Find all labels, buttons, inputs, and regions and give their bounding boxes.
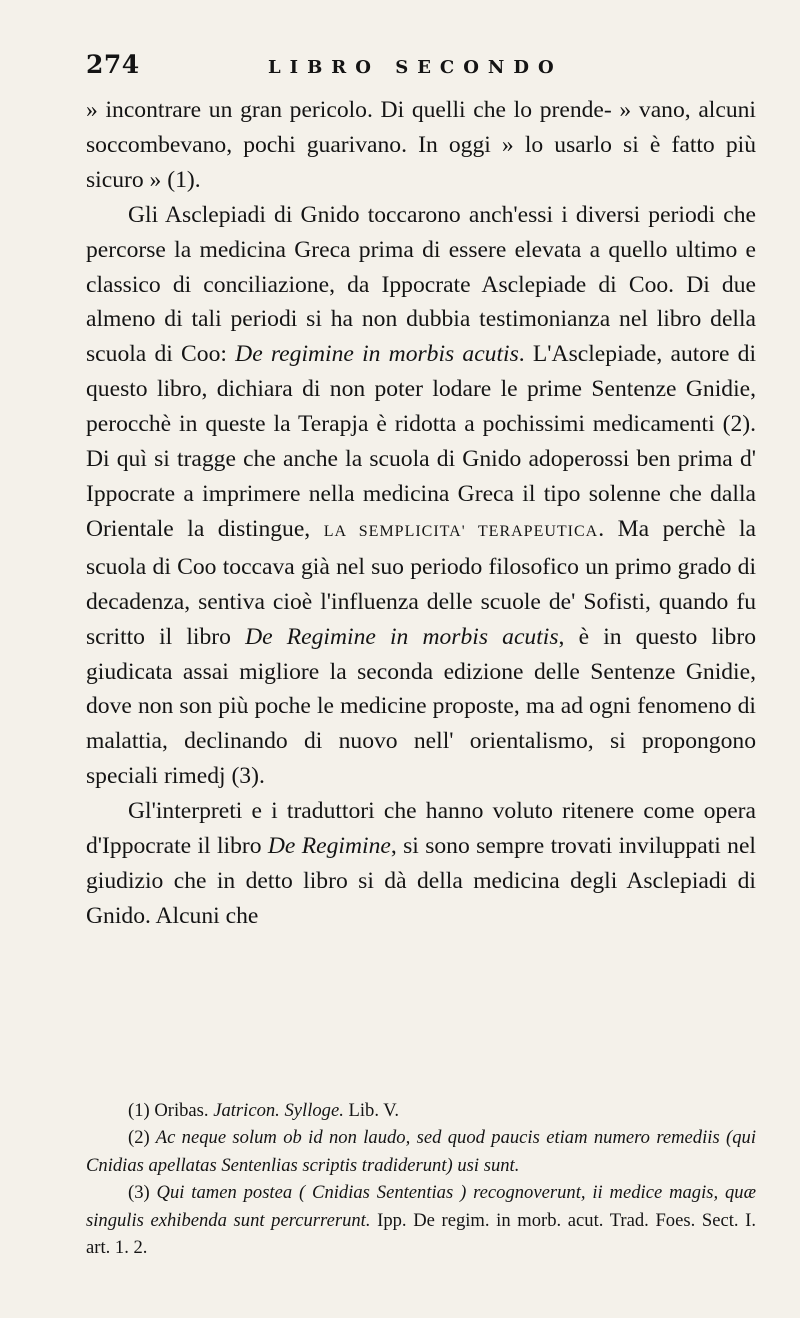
running-head: LIBRO SECONDO (268, 57, 563, 78)
footnotes (86, 1097, 756, 1261)
paragraph-1 (86, 93, 756, 198)
paragraph-3-text-b: , si sono sempre trovati inviluppati nel giudizio che in detto libro si dà della medicina degli Asclepiadi di Gnido. Alcuni che (86, 833, 756, 929)
footnote-3-number: (3) (128, 1182, 150, 1204)
paragraph-2-text-c: . Ma perchè la scuola di Coo toccava già nel suo periodo filosofico un primo grado di decadenza, sentiva cioè l'influenza delle scuole de' Sofisti, quando fu scritto il libro (86, 515, 756, 650)
paragraph-3-text-a: Gl'interpreti e i traduttori che hanno voluto ritenere come opera d'Ippocrate il libro (86, 798, 756, 860)
footnote-1-text: Oribas. (149, 1100, 214, 1121)
small-caps-phrase: LA SEMPLICITA' TERAPEUTICA (323, 522, 599, 540)
footnote-1-number: (1) (128, 1100, 150, 1121)
paragraph-2-text-b: . L'Asclepiade, autore di questo libro, dichiara di non poter lodare le prime Sentenze Gnidie, perocchè in queste la Terapja è ridotta a pochissimi medicamenti (2). Di quì si tragge che anche la scuola di Gnido adoperossi ben prima d' Ippocrate a imprimere nella medicina Greca il tipo solenne che dalla Orientale la distingue, (86, 341, 756, 542)
footnote-2 (86, 1124, 756, 1179)
book-title-italic-2: De Regimine in morbis acutis (245, 623, 559, 650)
book-title-italic: De regimine in morbis acutis (235, 341, 519, 368)
footnote-3-tail: Ipp. De regim. in morb. acut. Trad. Foes. Sect. I. art. 1. 2. (86, 1209, 756, 1259)
page-number: 274 (86, 50, 140, 79)
paragraph-1-text: » incontrare un gran pericolo. Di quelli che lo prende- » vano, alcuni soccombevano, pochi guarivano. In oggi » lo usarlo si è fatto più sicuro » (1). (86, 97, 756, 193)
paragraph-2-text-a: Gli Asclepiadi di Gnido toccarono anch'essi i diversi periodi che percorse la medicina Greca prima di essere elevata a quello ultimo e classico di conciliazione, da Ippocrate Asclepiade di Coo. Di due almeno di tali periodi si ha non dubbia testimonianza nel libro della scuola di Coo: (86, 201, 756, 368)
footnote-1-italic: Jatricon. Sylloge. (213, 1100, 344, 1121)
book-title-italic-3: De Regimine (267, 833, 391, 860)
paragraph-2 (86, 198, 756, 794)
page-header (86, 50, 766, 90)
footnote-1 (86, 1097, 756, 1124)
footnote-2-number: (2) (128, 1127, 150, 1149)
footnote-2-italic: Ac neque solum ob id non laudo, sed quod paucis etiam numero remediis (qui Cnidias apellatas Sentenlias scriptis tradiderunt) usi sunt. (86, 1127, 756, 1176)
footnote-3 (86, 1179, 756, 1261)
paragraph-2-text-d: , è in questo libro giudicata assai migliore la seconda edizione delle Sentenze Gnidie, dove non son più poche le medicine proposte, ma ad ogni fenomeno di malattia, declinando di nuovo nell' orientalismo, si propongono speciali rimedj (3). (86, 623, 756, 790)
main-text (86, 93, 756, 934)
footnote-1-tail: Lib. V. (343, 1100, 399, 1121)
paragraph-3 (86, 794, 756, 934)
footnote-3-italic: Qui tamen postea ( Cnidias Sententias ) recognoverunt, ii medice magis, quæ singulis exhibenda sunt percurrerunt. (86, 1182, 756, 1231)
